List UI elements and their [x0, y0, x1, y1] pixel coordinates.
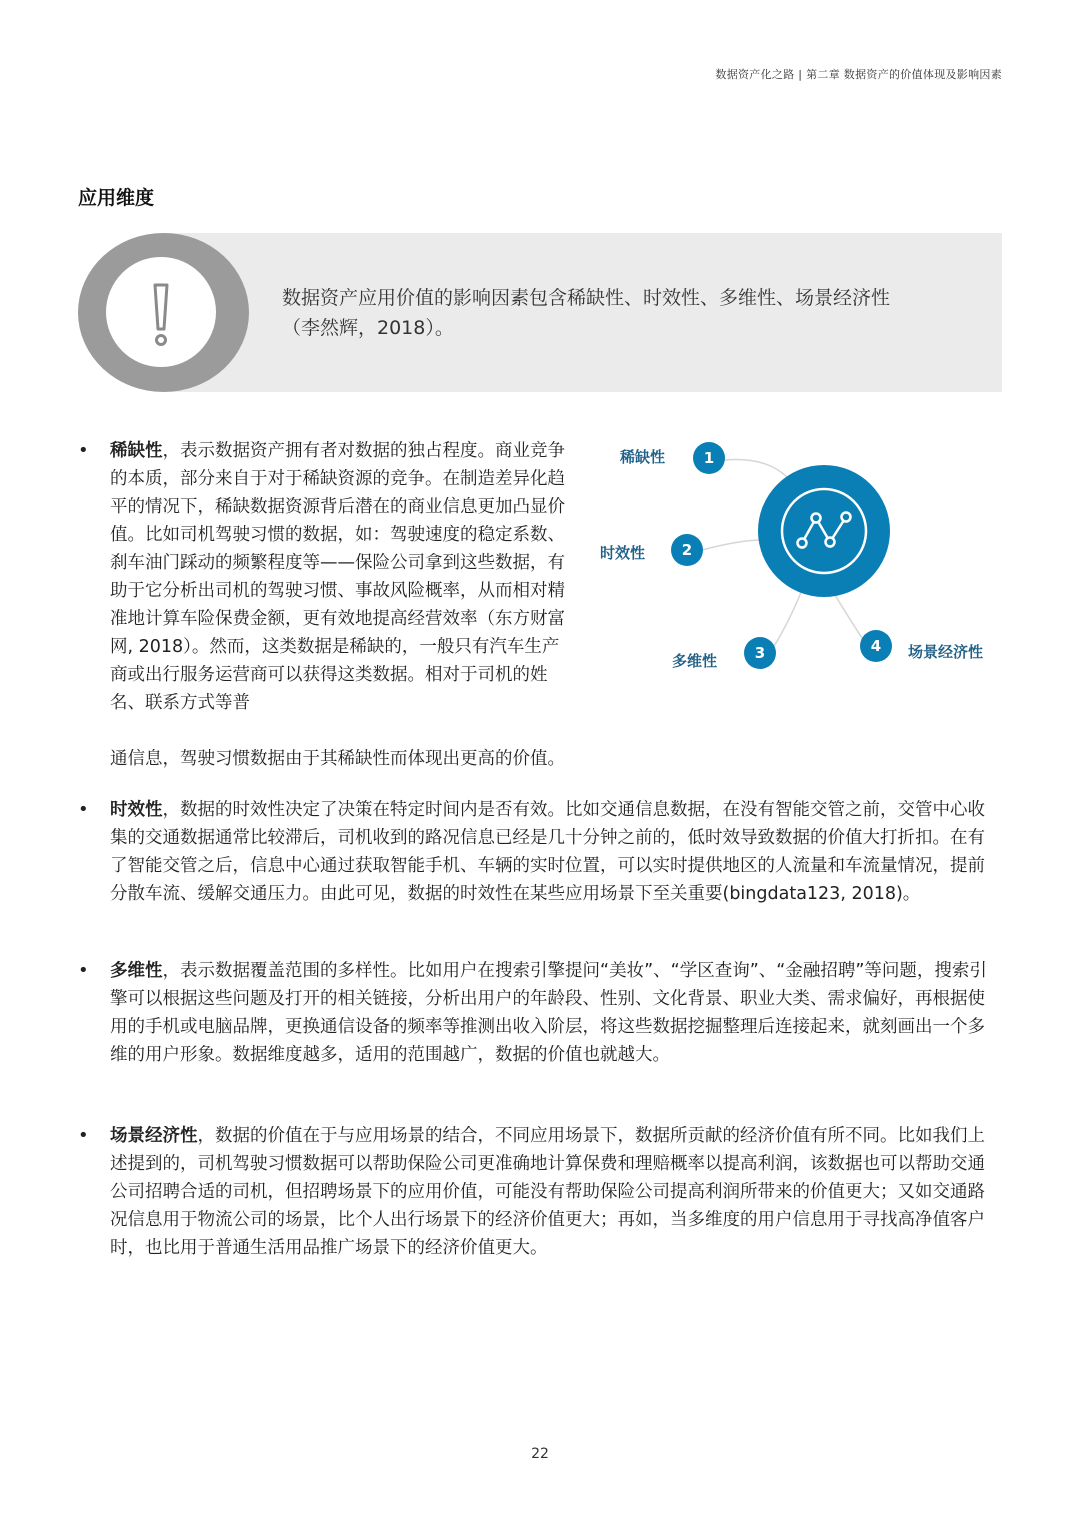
badge-3-number: 3: [754, 644, 766, 662]
bullet-dot: •: [78, 960, 89, 981]
bullet-term: 多维性: [110, 961, 163, 981]
badge-4-number: 4: [870, 637, 882, 655]
bullet-dot: •: [78, 1125, 89, 1146]
connector-2: [702, 540, 762, 550]
diagram-label-scarcity: 稀缺性: [620, 448, 666, 466]
bullet-dot: •: [78, 440, 89, 461]
callout-ring: [78, 233, 249, 392]
bullet-body: [110, 796, 998, 908]
callout-text-line2: （李然辉，2018）。: [282, 317, 454, 339]
callout-box: [78, 233, 1002, 392]
callout-text-line1: 数据资产应用价值的影响因素包含稀缺性、时效性、多维性、场景经济性: [282, 287, 891, 309]
bullet-text: ，数据的时效性决定了决策在特定时间内是否有效。比如交通信息数据，在没有智能交管之前，交管中心收集的交通数据通常比较滞后，司机收到的路况信息已经是几十分钟之前的，低时效导致数据的价值大打折扣。在有了智能交管之后，信息中心通过获取智能手机、车辆的实时位置，可以实时提供地区的人流量和车流量情况，提前分散车流、缓解交通压力。由此可见，数据的时效性在某些应用场景下至关重要(bingdata123, 2018)。: [110, 800, 985, 904]
exclamation-icon: [106, 257, 216, 367]
connector-3: [773, 590, 802, 648]
section-title: 应用维度: [78, 187, 155, 209]
bullet-timeliness: [78, 796, 998, 908]
bullet-text: ，数据的价值在于与应用场景的结合，不同应用场景下，数据所贡献的经济价值有所不同。比如我们上述提到的，司机驾驶习惯数据可以帮助保险公司更准确地计算保费和理赔概率以提高利润，该数据也可以帮助交通公司招聘合适的司机，但招聘场景下的应用价值，可能没有帮助保险公司提高利润所带来的价值更大；又如交通路况信息用于物流公司的场景，比个人出行场景下的经济价值更大；再如，当多维度的用户信息用于寻找高净值客户时，也比用于普通生活用品推广场景下的经济价值更大。: [110, 1126, 985, 1258]
bullet-text: ，表示数据覆盖范围的多样性。比如用户在搜索引擎提问“美妆”、“学区查询”、“金融招聘”等问题，搜索引擎可以根据这些问题及打开的相关链接，分析出用户的年龄段、性别、文化背景、职业大类、需求偏好，再根据使用的手机或电脑品牌，更换通信设备的频率等推测出收入阶层，将这些数据挖掘整理后连接起来，就刻画出一个多维的用户形象。数据维度越多，适用的范围越广，数据的价值也就越大。: [110, 961, 987, 1065]
diagram-label-timeliness: 时效性: [600, 544, 646, 562]
bullet-dot: •: [78, 799, 89, 820]
bullet-term: 场景经济性: [110, 1126, 198, 1146]
bullet-text-tail: 通信息，驾驶习惯数据由于其稀缺性而体现出更高的价值。: [110, 749, 565, 769]
bullet-body: [110, 957, 998, 1069]
callout-ring-inner: [106, 257, 216, 367]
bullet-body: [110, 437, 570, 717]
page-number: 22: [531, 1446, 549, 1462]
bullet-text: ，表示数据资产拥有者对数据的独占程度。商业竞争的本质，部分来自于对于稀缺资源的竞争。在制造差异化趋平的情况下，稀缺数据资源背后潜在的商业信息更加凸显价值。比如司机驾驶习惯的数据，如：驾驶速度的稳定系数、刹车油门踩动的频繁程度等——保险公司拿到这些数据，有助于它分析出司机的驾驶习惯、事故风险概率，从而相对精准地计算车险保费金额，更有效地提高经营效率（东方财富网, 2018）。然而，这类数据是稀缺的，一般只有汽车生产商或出行服务运营商可以获得这类数据。相对于司机的姓名、联系方式等普: [110, 441, 565, 713]
diagram-label-scenario-economy: 场景经济性: [908, 643, 984, 661]
factors-diagram: [590, 430, 1010, 690]
bullet-multidimensionality: [78, 957, 998, 1069]
badge-2-number: 2: [681, 541, 693, 559]
callout-text: [282, 283, 982, 343]
bullet-scenario-economy: [78, 1122, 998, 1262]
running-header: 数据资产化之路 | 第二章 数据资产的价值体现及影响因素: [715, 68, 1002, 81]
badge-1-number: 1: [703, 449, 715, 467]
diagram-label-multidimensionality: 多维性: [672, 652, 718, 670]
bullet-term: 稀缺性: [110, 441, 163, 461]
bullet-body: [110, 1122, 998, 1262]
bullet-term: 时效性: [110, 800, 163, 820]
